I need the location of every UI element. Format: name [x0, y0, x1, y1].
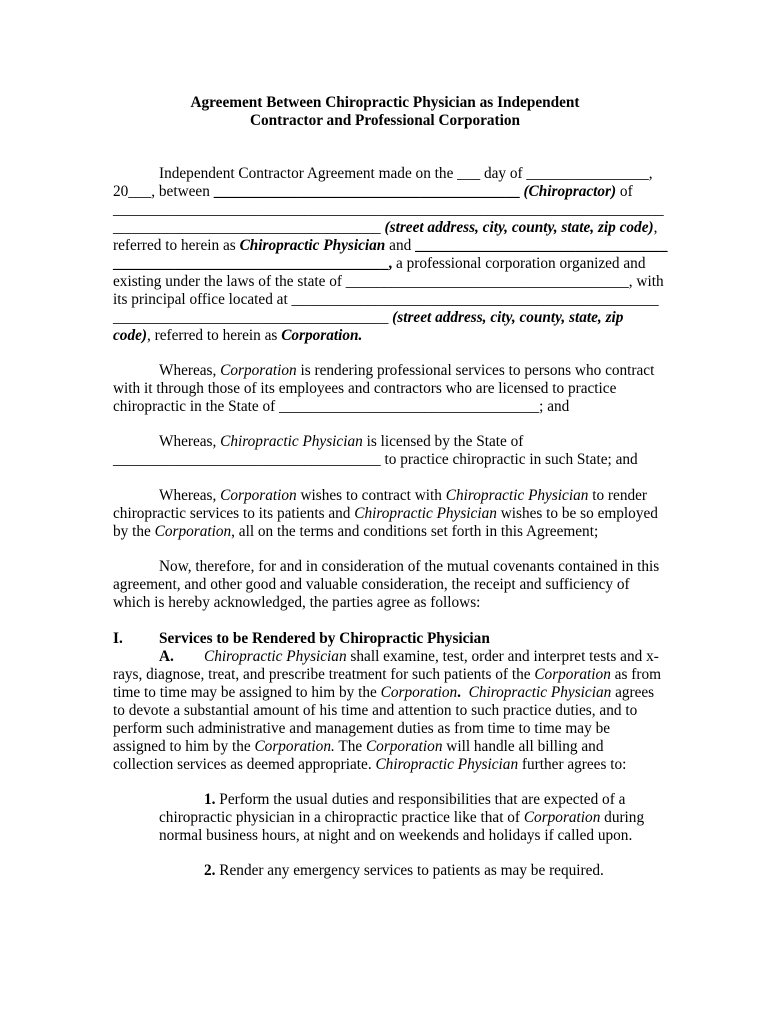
section-1-heading: Services to be Rendered by Chiropractic Physician [159, 630, 490, 647]
section-1-a-line-1: Chiropractic Physician shall examine, test, order and interpret tests and x- [204, 648, 659, 665]
item-2-line-1: 2. Render any emergency services to patients as may be required. [204, 862, 604, 879]
intro-line-5: referred to herein as Chiropractic Physician and _________________________________ [113, 237, 668, 254]
whereas-1-line-1: Whereas, Corporation is rendering professional services to persons who contract [159, 362, 655, 379]
intro-line-4: ___________________________________ (street address, city, county, state, zip code), [113, 219, 658, 236]
whereas-3-line-3: by the Corporation, all on the terms and conditions set forth in this Agreement; [113, 523, 599, 540]
whereas-3-line-2: chiropractic services to its patients and Chiropractic Physician wishes to be so employed [113, 505, 658, 522]
section-1-a-line-5: perform such administrative and management duties as from time to time may be [113, 720, 611, 737]
now-therefore-line-2: agreement, and other good and valuable consideration, the receipt and sufficiency of [113, 576, 630, 593]
whereas-2-line-2: ___________________________________ to practice chiropractic in such State; and [113, 451, 638, 468]
intro-line-8: its principal office located at ________________________________________________ [113, 291, 659, 308]
whereas-1-line-2: with it through those of its employees and contractors who are licensed to practice [113, 380, 617, 397]
section-1-a-line-2: rays, diagnose, treat, and prescribe treatment for such patients of the Corporation as from [113, 666, 661, 683]
intro-line-1: Independent Contractor Agreement made on the ___ day of ________________, [159, 165, 653, 182]
intro-line-7: existing under the laws of the state of _____________________________________, with [113, 273, 664, 290]
whereas-3-line-1: Whereas, Corporation wishes to contract with Chiropractic Physician to render [159, 487, 648, 504]
intro-line-9: ____________________________________ (street address, city, county, state, zip [113, 309, 624, 326]
document-title-line-2: Contractor and Professional Corporation [249, 112, 521, 129]
intro-line-3: ________________________________________________________________________ [113, 201, 664, 218]
section-1-a-line-7: collection services as deemed appropriate. Chiropractic Physician further agrees to: [113, 756, 627, 773]
now-therefore-line-1: Now, therefore, for and in consideration of the mutual covenants contained in this [159, 558, 660, 575]
item-1-line-3: normal business hours, at night and on weekends and holidays if called upon. [159, 827, 633, 844]
document-title-line-1: Agreement Between Chiropractic Physician as Independent [190, 94, 580, 111]
whereas-1-line-3: chiropractic in the State of __________________________________; and [113, 398, 570, 415]
section-1-a-line-6: assigned to him by the Corporation. The Corporation will handle all billing and [113, 738, 604, 755]
item-1-line-1: 1. Perform the usual duties and responsibilities that are expected of a [204, 791, 626, 808]
intro-line-6: ____________________________________, a professional corporation organized and [113, 255, 646, 272]
section-1-a-line-3: time to time may be assigned to him by the Corporation. Chiropractic Physician agrees [113, 684, 655, 701]
intro-line-2: 20___, between ________________________________________ (Chiropractor) of [113, 183, 633, 200]
intro-line-10: code), referred to herein as Corporation. [113, 327, 363, 344]
item-1-line-2: chiropractic physician in a chiropractic practice like that of Corporation during [159, 809, 645, 826]
section-1-a-line-4: to devote a substantial amount of his time and attention to such practice duties, and to [113, 702, 638, 719]
section-1-a-label: A. [159, 648, 174, 665]
now-therefore-line-3: which is hereby acknowledged, the parties agree as follows: [113, 594, 481, 611]
section-1-number: I. [113, 630, 123, 647]
whereas-2-line-1: Whereas, Chiropractic Physician is licensed by the State of [159, 433, 524, 450]
